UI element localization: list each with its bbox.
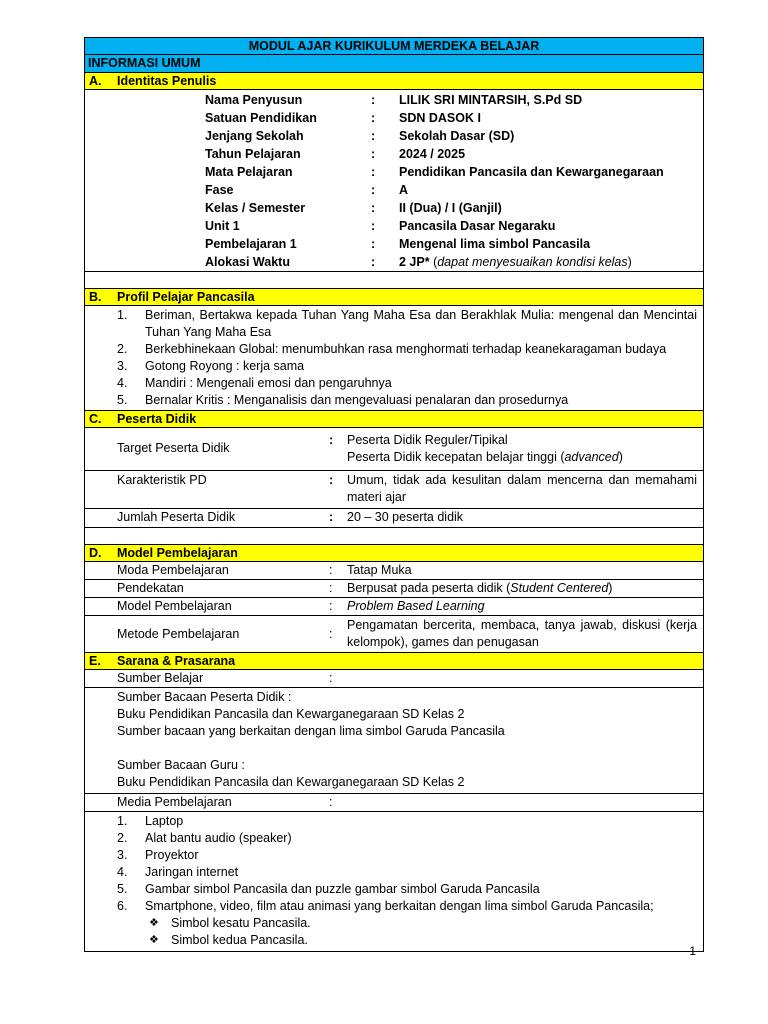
list-item: 5. Bernalar Kritis : Menganalisis dan mengevaluasi penalaran dan prosedurnya xyxy=(117,393,569,407)
general-info-header: INFORMASI UMUM xyxy=(85,55,703,73)
list-item: 1. Laptop xyxy=(117,814,184,828)
teacher-source-title: Sumber Bacaan Guru : xyxy=(117,758,245,772)
field-value: 20 – 30 peserta didik xyxy=(347,510,464,524)
field-value: Pengamatan bercerita, membaca, tanya jawab, diskusi (kerja kelompok), games dan penugasan xyxy=(347,618,697,649)
field-value: Problem Based Learning xyxy=(347,599,485,613)
list-item: 6. Smartphone, video, film atau animasi yang berkaitan dengan lima simbol Garuda Pancasila; xyxy=(117,899,654,913)
identity-row: Tahun Pelajaran : 2024 / 2025 xyxy=(205,147,466,161)
diamond-bullet-icon: ❖ xyxy=(149,934,159,946)
field-label: Target Peserta Didik xyxy=(117,441,230,455)
list-item: 2. Berkebhinekaan Global: menumbuhkan rasa menghormati terhadap keanekaragaman budaya xyxy=(117,342,667,356)
teacher-source-item: Buku Pendidikan Pancasila dan Kewarganegaraan SD Kelas 2 xyxy=(117,775,465,789)
target-row: Target Peserta Didik : Peserta Didik Reguler/Tipikal Peserta Didik kecepatan belajar tinggi (advanced) xyxy=(85,428,703,471)
section-label: Peserta Didik xyxy=(117,412,197,426)
field-label: Jumlah Peserta Didik xyxy=(117,510,236,524)
identity-row: Jenjang Sekolah : Sekolah Dasar (SD) xyxy=(205,129,515,143)
mode-row: Moda Pembelajaran : Tatap Muka xyxy=(85,562,703,580)
field-label: Karakteristik PD xyxy=(117,473,207,487)
section-b-header xyxy=(85,289,703,306)
model-row: Model Pembelajaran : Problem Based Learning xyxy=(85,598,703,616)
section-code: E. xyxy=(89,654,101,668)
field-value: Tatap Muka xyxy=(347,563,412,577)
field-label: Moda Pembelajaran xyxy=(117,563,229,577)
learning-source-row: Sumber Belajar : xyxy=(85,670,703,688)
reading-sources xyxy=(85,688,703,794)
module-table xyxy=(84,37,704,952)
author-identity-block xyxy=(85,90,703,272)
list-item: 3. Gotong Royong : kerja sama xyxy=(117,359,305,373)
identity-row: Unit 1 : Pancasila Dasar Negaraku xyxy=(205,219,556,233)
sub-list-item: ❖ Simbol kesatu Pancasila. xyxy=(149,916,311,930)
media-list xyxy=(85,812,703,951)
spacer-row xyxy=(85,272,703,289)
field-label: Sumber Belajar xyxy=(117,671,204,685)
student-source-item: Buku Pendidikan Pancasila dan Kewarganegaraan SD Kelas 2 xyxy=(117,707,465,721)
section-code: C. xyxy=(89,412,102,426)
profile-list xyxy=(85,306,703,411)
section-code: D. xyxy=(89,546,102,560)
section-d-header xyxy=(85,545,703,562)
student-source-item: Sumber bacaan yang berkaitan dengan lima simbol Garuda Pancasila xyxy=(117,724,505,738)
diamond-bullet-icon: ❖ xyxy=(149,917,159,929)
field-label: Media Pembelajaran xyxy=(117,795,232,809)
section-e-header xyxy=(85,653,703,670)
identity-row: Satuan Pendidikan : SDN DASOK I xyxy=(205,111,481,125)
spacer-row xyxy=(85,528,703,545)
field-label: Metode Pembelajaran xyxy=(117,627,240,641)
identity-row: Alokasi Waktu : 2 JP* (dapat menyesuaikan kondisi kelas) xyxy=(205,255,632,269)
list-item: 4. Mandiri : Mengenali emosi dan pengaruhnya xyxy=(117,376,392,390)
section-code: A. xyxy=(89,74,102,88)
sub-list-item: ❖ Simbol kedua Pancasila. xyxy=(149,933,308,947)
section-label: Sarana & Prasarana xyxy=(117,654,236,668)
list-item: 2. Alat bantu audio (speaker) xyxy=(117,831,292,845)
student-source-title: Sumber Bacaan Peserta Didik : xyxy=(117,690,292,704)
section-label: Profil Pelajar Pancasila xyxy=(117,290,255,304)
identity-row: Fase : A xyxy=(205,183,409,197)
list-item: 1. Beriman, Bertakwa kepada Tuhan Yang Maha Esa dan Berakhlak Mulia: mengenal dan Mencintai Tuhan Yang Maha Esa xyxy=(117,308,697,339)
method-row: Metode Pembelajaran : Pengamatan bercerita, membaca, tanya jawab, diskusi (kerja kelompok), games dan penugasan xyxy=(85,616,703,653)
identity-row: Mata Pelajaran : Pendidikan Pancasila dan Kewarganegaraan xyxy=(205,165,664,179)
section-a-header xyxy=(85,73,703,90)
count-row: Jumlah Peserta Didik : 20 – 30 peserta didik xyxy=(85,509,703,528)
field-value: Umum, tidak ada kesulitan dalam mencerna dan memahami materi ajar xyxy=(347,473,697,504)
field-value: Berpusat pada peserta didik (Student Centered) xyxy=(347,581,613,595)
field-value: Peserta Didik Reguler/Tipikal Peserta Didik kecepatan belajar tinggi (advanced) xyxy=(347,433,623,464)
list-item: 3. Proyektor xyxy=(117,848,199,862)
media-row: Media Pembelajaran : xyxy=(85,794,703,812)
list-item: 4. Jaringan internet xyxy=(117,865,239,879)
list-item: 5. Gambar simbol Pancasila dan puzzle gambar simbol Garuda Pancasila xyxy=(117,882,540,896)
identity-row: Pembelajaran 1 : Mengenal lima simbol Pancasila xyxy=(205,237,591,251)
page-number: 1 xyxy=(689,944,696,958)
field-label: Pendekatan xyxy=(117,581,184,595)
section-code: B. xyxy=(89,290,102,304)
identity-row: Nama Penyusun : LILIK SRI MINTARSIH, S.Pd SD xyxy=(205,93,583,107)
section-label: Identitas Penulis xyxy=(117,74,217,88)
section-c-header xyxy=(85,411,703,428)
document-title: MODUL AJAR KURIKULUM MERDEKA BELAJAR xyxy=(85,38,703,55)
field-label: Model Pembelajaran xyxy=(117,599,232,613)
identity-row: Kelas / Semester : II (Dua) / I (Ganjil) xyxy=(205,201,502,215)
characteristic-row: Karakteristik PD : Umum, tidak ada kesulitan dalam mencerna dan memahami materi ajar xyxy=(85,471,703,509)
section-label: Model Pembelajaran xyxy=(117,546,238,560)
approach-row: Pendekatan : Berpusat pada peserta didik (Student Centered) xyxy=(85,580,703,598)
